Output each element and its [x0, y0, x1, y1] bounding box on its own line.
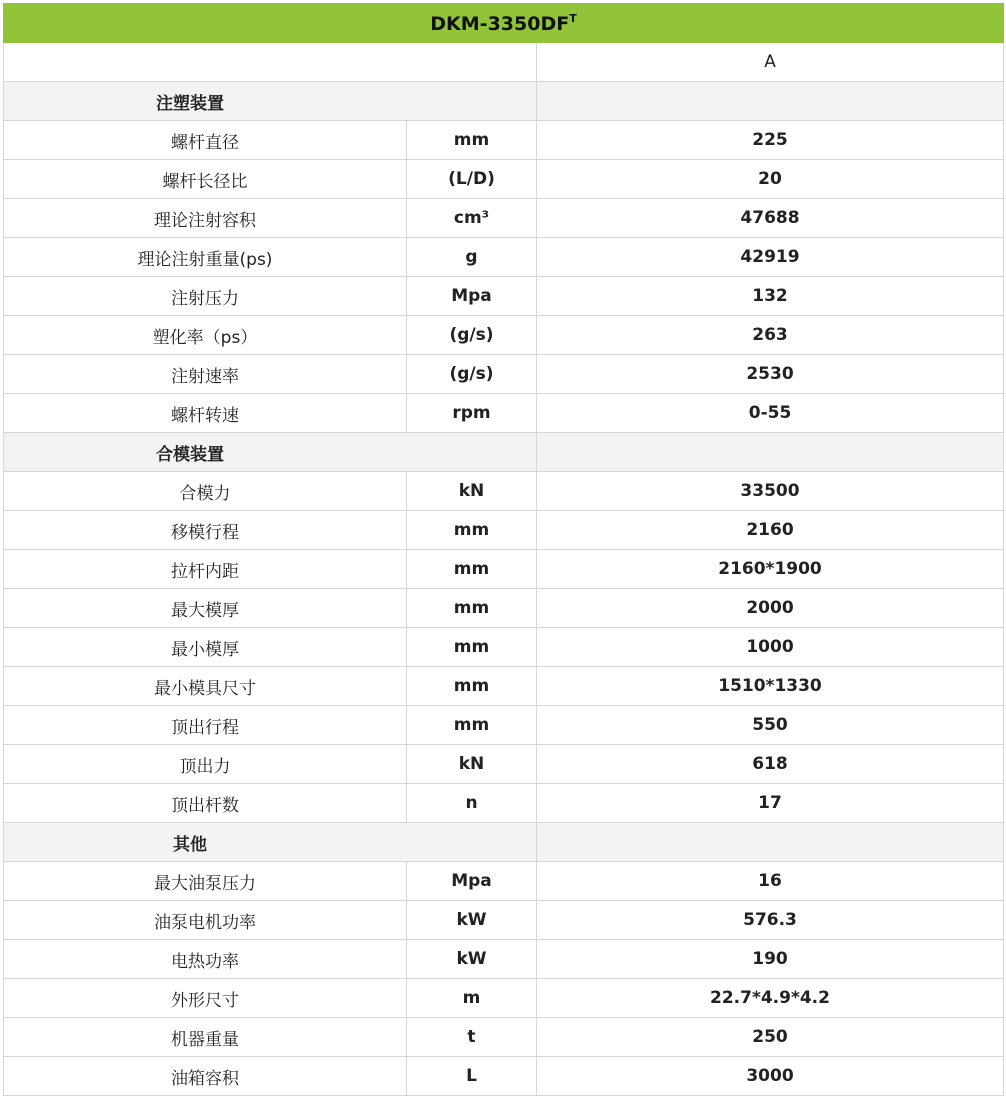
spec-value: 22.7*4.9*4.2 [537, 979, 1004, 1018]
spec-value: 3000 [537, 1057, 1004, 1096]
spec-value: 16 [537, 862, 1004, 901]
table-row [4, 979, 1004, 1018]
spec-unit: rpm [407, 394, 537, 433]
table-row [4, 472, 1004, 511]
spec-table [3, 3, 1004, 1096]
spec-value: 2160 [537, 511, 1004, 550]
table-row [4, 394, 1004, 433]
spec-value: 17 [537, 784, 1004, 823]
spec-unit: (g/s) [407, 316, 537, 355]
section-title-text: 注塑装置 [156, 93, 224, 114]
spec-unit: mm [407, 667, 537, 706]
section-title-text: 其他 [173, 834, 207, 855]
spec-value: 250 [537, 1018, 1004, 1057]
spec-label: 最小模厚 [4, 628, 407, 667]
spec-label: 顶出行程 [4, 706, 407, 745]
table-title [4, 4, 1004, 43]
title-row [4, 4, 1004, 43]
spec-label: 最大模厚 [4, 589, 407, 628]
spec-unit: (g/s) [407, 355, 537, 394]
spec-label: 理论注射重量(ps) [4, 238, 407, 277]
table-row [4, 550, 1004, 589]
spec-value: 550 [537, 706, 1004, 745]
spec-unit: t [407, 1018, 537, 1057]
spec-label: 外形尺寸 [4, 979, 407, 1018]
spec-unit: (L/D) [407, 160, 537, 199]
table-row [4, 784, 1004, 823]
table-row [4, 1057, 1004, 1096]
spec-label: 移模行程 [4, 511, 407, 550]
table-row [4, 121, 1004, 160]
section-title-text: 合模装置 [156, 444, 224, 465]
section-blank-cell [537, 433, 1004, 472]
header-blank-cell [4, 43, 537, 82]
table-row [4, 667, 1004, 706]
spec-label: 合模力 [4, 472, 407, 511]
section-blank-cell [537, 823, 1004, 862]
spec-label: 塑化率（ps） [4, 316, 407, 355]
spec-table-body [4, 4, 1004, 1096]
table-row [4, 745, 1004, 784]
table-row [4, 511, 1004, 550]
spec-unit: mm [407, 511, 537, 550]
section-row [4, 433, 1004, 472]
spec-value: 42919 [537, 238, 1004, 277]
spec-label: 螺杆长径比 [4, 160, 407, 199]
table-row [4, 316, 1004, 355]
spec-unit: L [407, 1057, 537, 1096]
table-row [4, 277, 1004, 316]
section-title [4, 82, 537, 121]
spec-value: 33500 [537, 472, 1004, 511]
section-title [4, 433, 537, 472]
spec-value: 1000 [537, 628, 1004, 667]
spec-label: 油箱容积 [4, 1057, 407, 1096]
spec-value: 47688 [537, 199, 1004, 238]
model-name: DKM-3350DF [430, 12, 570, 35]
spec-label: 注射压力 [4, 277, 407, 316]
section-title [4, 823, 537, 862]
column-header-row [4, 43, 1004, 82]
table-row [4, 706, 1004, 745]
spec-value: 576.3 [537, 901, 1004, 940]
spec-label: 螺杆转速 [4, 394, 407, 433]
table-row [4, 862, 1004, 901]
table-row [4, 1018, 1004, 1057]
table-row [4, 355, 1004, 394]
spec-unit: kN [407, 745, 537, 784]
spec-label: 机器重量 [4, 1018, 407, 1057]
table-row [4, 199, 1004, 238]
section-row [4, 823, 1004, 862]
spec-unit: mm [407, 550, 537, 589]
spec-unit: n [407, 784, 537, 823]
spec-value: 263 [537, 316, 1004, 355]
column-header-a: A [537, 43, 1004, 82]
spec-unit: mm [407, 589, 537, 628]
spec-value: 618 [537, 745, 1004, 784]
spec-unit: m [407, 979, 537, 1018]
section-blank-cell [537, 82, 1004, 121]
spec-value: 20 [537, 160, 1004, 199]
spec-unit: Mpa [407, 862, 537, 901]
table-row [4, 238, 1004, 277]
spec-value: 2530 [537, 355, 1004, 394]
spec-unit: kW [407, 901, 537, 940]
table-row [4, 589, 1004, 628]
spec-label: 螺杆直径 [4, 121, 407, 160]
spec-unit: kN [407, 472, 537, 511]
table-row [4, 901, 1004, 940]
spec-value: 2000 [537, 589, 1004, 628]
spec-value: 0-55 [537, 394, 1004, 433]
spec-unit: cm³ [407, 199, 537, 238]
spec-value: 1510*1330 [537, 667, 1004, 706]
spec-value: 132 [537, 277, 1004, 316]
spec-value: 2160*1900 [537, 550, 1004, 589]
spec-unit: mm [407, 121, 537, 160]
spec-unit: Mpa [407, 277, 537, 316]
spec-unit: mm [407, 706, 537, 745]
model-superscript: T [569, 11, 577, 25]
spec-label: 最小模具尺寸 [4, 667, 407, 706]
spec-label: 顶出力 [4, 745, 407, 784]
spec-unit: kW [407, 940, 537, 979]
spec-label: 顶出杆数 [4, 784, 407, 823]
spec-value: 225 [537, 121, 1004, 160]
table-row [4, 160, 1004, 199]
spec-unit: g [407, 238, 537, 277]
spec-label: 注射速率 [4, 355, 407, 394]
spec-label: 电热功率 [4, 940, 407, 979]
spec-value: 190 [537, 940, 1004, 979]
spec-unit: mm [407, 628, 537, 667]
table-row [4, 628, 1004, 667]
table-row [4, 940, 1004, 979]
spec-label: 理论注射容积 [4, 199, 407, 238]
spec-label: 最大油泵压力 [4, 862, 407, 901]
spec-label: 拉杆内距 [4, 550, 407, 589]
section-row [4, 82, 1004, 121]
spec-label: 油泵电机功率 [4, 901, 407, 940]
